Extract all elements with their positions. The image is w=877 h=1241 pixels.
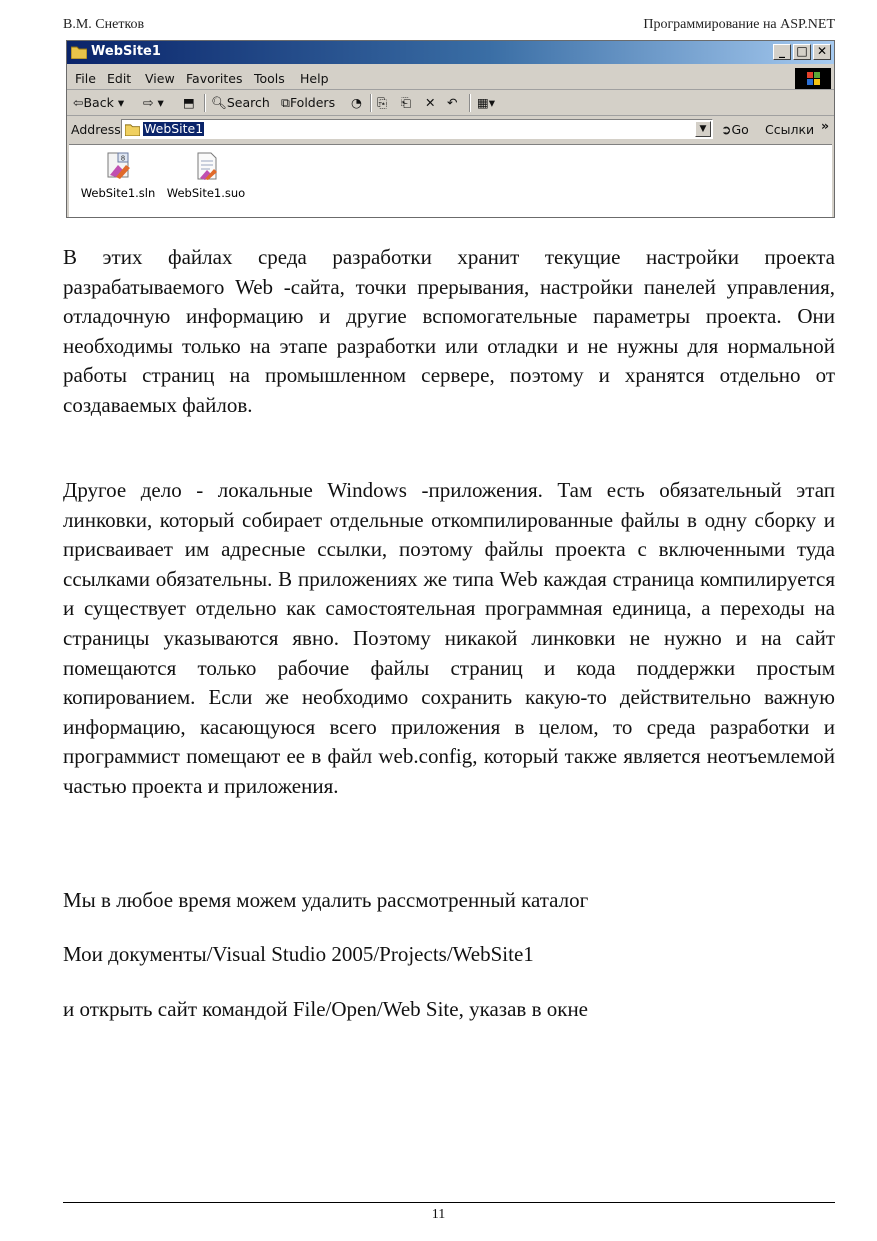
svg-text:8: 8	[120, 154, 126, 163]
move-to-icon[interactable]: ⎘	[377, 95, 388, 110]
folders-icon: ⧉	[281, 95, 290, 110]
page-number: 11	[431, 1207, 446, 1222]
folders-button[interactable]: ⧉Folders	[281, 95, 336, 110]
minimize-button[interactable]: _	[773, 44, 791, 60]
options-file-icon	[190, 151, 222, 181]
copy-to-icon[interactable]: ⎗	[401, 95, 412, 110]
address-bar	[67, 117, 834, 142]
text-line-open-site: и открыть сайт командой File/Open/Web Site, указав в окне	[63, 997, 588, 1021]
undo-icon[interactable]: ↶	[447, 95, 458, 110]
back-arrow-icon: ⇦	[73, 95, 84, 110]
toolbar-separator	[469, 94, 471, 112]
more-chevron-icon[interactable]: »	[821, 118, 830, 133]
address-dropdown-arrow-icon[interactable]: ▼	[695, 121, 711, 137]
go-button[interactable]: ➲Go	[721, 122, 749, 137]
paragraph-windows-apps: Другое дело - локальные Windows -приложения. Там есть обязательный этап линковки, который собирает отдельные откомпилированные файлы в одну сборку и присваивает им адресные ссылки, поэтому файлы проекта с включенными туда ссылками обязательны. В приложениях же типа Web каждая страница компилируется и существует отдельно как самостоятельная программная единица, а переходы на страницы указываются явно. Поэтому никакой линковки не нужно и на сайт помещаются только рабочие файлы страниц и кода поддержки простым копированием. Если же необходимо сохранить какую-то действительно важную информацию, касающуюся всего приложения в целом, то среда разработки и программист помещают ее в файл web.config, который также является неотъемлемой частью проекта и приложения.	[63, 478, 835, 798]
explorer-window-screenshot	[66, 40, 835, 218]
text-line-path: Мои документы/Visual Studio 2005/Projects/WebSite1	[63, 942, 534, 966]
author-name: В.М. Снетков	[63, 17, 145, 32]
menu-help[interactable]: Help	[300, 71, 329, 86]
forward-arrow-icon: ⇨	[143, 95, 154, 110]
links-button[interactable]: Ссылки	[765, 122, 815, 137]
history-icon[interactable]: ◔	[351, 95, 362, 110]
close-button[interactable]: ✕	[813, 44, 831, 60]
solution-file-icon	[102, 151, 134, 181]
text-line-delete-catalog: Мы в любое время можем удалить рассмотренный каталог	[63, 888, 589, 912]
menu-edit[interactable]: Edit	[107, 71, 132, 86]
forward-button[interactable]	[143, 95, 164, 110]
toolbar-separator	[370, 94, 372, 112]
menu-view[interactable]: View	[145, 71, 175, 86]
folder-icon	[71, 45, 87, 59]
search-button[interactable]: 🔍︎Search	[211, 95, 270, 110]
chevron-down-icon: ▾	[117, 95, 125, 110]
menu-tools[interactable]: Tools	[254, 71, 285, 86]
window-titlebar	[67, 41, 834, 64]
views-icon[interactable]: ▦▾	[477, 95, 496, 110]
menu-bar	[67, 67, 834, 90]
file-name: WebSite1.suo	[166, 186, 246, 200]
address-input[interactable]	[121, 119, 713, 139]
book-title: Программирование на ASP.NET	[643, 17, 835, 32]
paragraph-settings-files: В этих файлах среда разработки хранит текущие настройки проекта разрабатываемого Web -сайта, точки прерывания, настройки панелей управления, отладочную информацию и другие вспомогательные параметры проекта. Они необходимы только на этапе разработки или отладки и не нужны для нормальной работы страниц на промышленном сервере, поэтому и хранятся отдельно от создаваемых файлов.	[63, 245, 835, 417]
window-title: WebSite1	[91, 44, 161, 59]
file-name: WebSite1.sln	[80, 186, 156, 200]
menu-file[interactable]: File	[75, 71, 96, 86]
standard-toolbar	[67, 91, 834, 116]
chevron-down-icon: ▾	[157, 95, 164, 110]
footer-divider	[63, 1202, 835, 1203]
search-icon: 🔍︎	[211, 95, 227, 110]
toolbar-separator	[204, 94, 206, 112]
folder-content-pane	[69, 144, 832, 218]
file-item[interactable]	[73, 151, 163, 200]
delete-icon[interactable]: ✕	[425, 95, 436, 110]
back-button[interactable]: ⇦Back ▾	[73, 95, 125, 110]
folder-icon	[125, 123, 140, 136]
windows-logo-icon	[795, 68, 831, 89]
go-arrow-icon: ➲	[721, 122, 732, 137]
address-value: WebSite1	[144, 121, 204, 136]
menu-favorites[interactable]: Favorites	[186, 71, 243, 86]
maximize-button[interactable]: □	[793, 44, 811, 60]
file-item[interactable]	[161, 151, 251, 200]
address-label: Address	[71, 122, 121, 137]
up-folder-icon[interactable]: ⬒	[183, 95, 195, 110]
